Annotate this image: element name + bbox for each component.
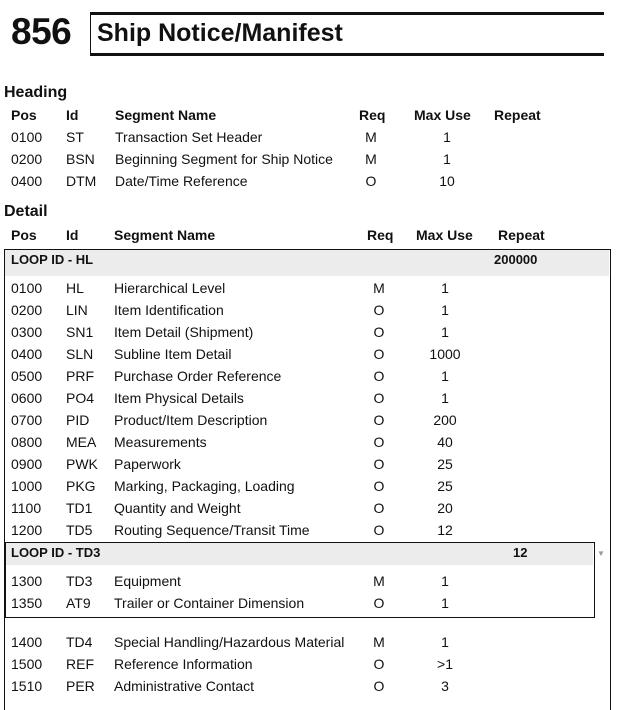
segment-name: Item Identification (114, 302, 224, 318)
segment-req: O (373, 678, 385, 694)
segment-name: Product/Item Description (114, 412, 268, 428)
title-rule-left (90, 12, 91, 56)
loop-td3-repeat: 12 (513, 545, 528, 560)
segment-req: O (373, 412, 385, 428)
segment-id: HL (66, 280, 84, 296)
segment-name: Item Physical Details (114, 390, 244, 406)
segment-req: M (365, 151, 377, 167)
col-id: Id (66, 227, 79, 243)
segment-max-use: 3 (441, 678, 449, 694)
segment-max-use: 25 (437, 456, 453, 472)
segment-name: Item Detail (Shipment) (114, 324, 254, 340)
segment-pos: 1500 (11, 656, 43, 672)
segment-id: REF (66, 656, 94, 672)
col-pos: Pos (11, 227, 37, 243)
segment-pos: 0400 (11, 173, 43, 189)
segment-id: PWK (66, 456, 98, 472)
segment-name: Date/Time Reference (115, 173, 248, 189)
segment-name: Equipment (114, 573, 181, 589)
segment-name: Special Handling/Hazardous Material (114, 634, 345, 650)
segment-id: TD3 (66, 573, 93, 589)
segment-req: O (365, 173, 377, 189)
col-req: Req (367, 227, 394, 243)
collapse-caret-icon: ▼ (597, 549, 605, 558)
segment-pos: 1100 (11, 500, 42, 516)
segment-req: M (373, 280, 385, 296)
segment-name: Quantity and Weight (114, 500, 241, 516)
document-title: Ship Notice/Manifest (97, 19, 343, 47)
segment-id: AT9 (66, 595, 91, 611)
segment-name: Purchase Order Reference (114, 368, 282, 384)
segment-name: Hierarchical Level (114, 280, 226, 296)
segment-req: O (373, 456, 385, 472)
segment-pos: 0200 (11, 302, 43, 318)
segment-max-use: 1 (441, 595, 449, 611)
detail-section-label: Detail (4, 203, 48, 220)
segment-id: SLN (66, 346, 94, 362)
segment-id: PER (66, 678, 95, 694)
document-number: 856 (11, 11, 72, 52)
col-repeat: Repeat (498, 227, 545, 243)
segment-pos: 0400 (11, 346, 43, 362)
segment-pos: 0900 (11, 456, 43, 472)
segment-req: O (373, 522, 385, 538)
segment-id: PID (66, 412, 90, 428)
segment-id: PKG (66, 478, 96, 494)
segment-req: O (373, 500, 385, 516)
segment-max-use: 1 (441, 390, 449, 406)
segment-req: O (373, 434, 385, 450)
segment-pos: 0500 (11, 368, 43, 384)
segment-pos: 0600 (11, 390, 43, 406)
segment-max-use: 10 (439, 173, 455, 189)
segment-id: PO4 (66, 390, 95, 406)
segment-req: O (373, 595, 385, 611)
loop-hl-repeat: 200000 (494, 252, 538, 267)
col-max-use: Max Use (414, 107, 471, 123)
segment-name: Routing Sequence/Transit Time (114, 522, 310, 538)
segment-id: PRF (66, 368, 94, 384)
segment-req: O (373, 302, 385, 318)
segment-max-use: 1 (443, 151, 451, 167)
segment-pos: 0200 (11, 151, 43, 167)
segment-max-use: 1 (443, 129, 451, 145)
col-segment-name: Segment Name (114, 227, 216, 243)
segment-max-use: 1 (441, 324, 449, 340)
segment-req: M (373, 634, 385, 650)
title-rule-bottom (90, 53, 604, 56)
segment-max-use: 200 (433, 412, 457, 428)
segment-name: Subline Item Detail (114, 346, 232, 362)
segment-id: ST (66, 129, 84, 145)
segment-max-use: 1 (441, 368, 449, 384)
segment-pos: 0800 (11, 434, 43, 450)
segment-name: Transaction Set Header (115, 129, 263, 145)
segment-req: O (373, 346, 385, 362)
segment-max-use: 1 (441, 634, 449, 650)
col-max-use: Max Use (416, 227, 473, 243)
col-repeat: Repeat (494, 107, 541, 123)
segment-req: O (373, 656, 385, 672)
segment-pos: 0700 (11, 412, 43, 428)
segment-req: O (373, 478, 385, 494)
segment-name: Marking, Packaging, Loading (114, 478, 295, 494)
segment-pos: 0100 (11, 129, 43, 145)
segment-id: TD4 (66, 634, 93, 650)
segment-name: Paperwork (114, 456, 181, 472)
segment-max-use: 40 (437, 434, 453, 450)
loop-td3-label: LOOP ID - TD3 (11, 545, 101, 560)
segment-name: Measurements (114, 434, 207, 450)
segment-id: BSN (66, 151, 95, 167)
col-segment-name: Segment Name (115, 107, 217, 123)
segment-max-use: 1 (441, 302, 449, 318)
heading-section-label: Heading (4, 84, 68, 101)
col-req: Req (359, 107, 386, 123)
segment-max-use: >1 (437, 656, 453, 672)
segment-id: TD1 (66, 500, 93, 516)
col-id: Id (66, 107, 79, 123)
segment-pos: 0300 (11, 324, 43, 340)
segment-req: O (373, 390, 385, 406)
segment-name: Administrative Contact (114, 678, 255, 694)
segment-id: SN1 (66, 324, 94, 340)
segment-max-use: 12 (437, 522, 453, 538)
segment-id: DTM (66, 173, 97, 189)
segment-max-use: 1000 (429, 346, 461, 362)
segment-pos: 1510 (11, 678, 43, 694)
segment-req: M (373, 573, 385, 589)
segment-max-use: 25 (437, 478, 453, 494)
segment-pos: 1200 (11, 522, 43, 538)
segment-pos: 1300 (11, 573, 43, 589)
segment-max-use: 1 (441, 280, 449, 296)
segment-pos: 1000 (11, 478, 43, 494)
col-pos: Pos (11, 107, 37, 123)
segment-name: Reference Information (114, 656, 253, 672)
segment-req: O (373, 324, 385, 340)
segment-id: LIN (66, 302, 88, 318)
segment-max-use: 1 (441, 573, 449, 589)
segment-pos: 1350 (11, 595, 43, 611)
segment-name: Trailer or Container Dimension (114, 595, 305, 611)
segment-id: TD5 (66, 522, 93, 538)
title-rule-top (90, 12, 604, 15)
loop-hl-label: LOOP ID - HL (11, 252, 94, 267)
segment-req: O (373, 368, 385, 384)
segment-max-use: 20 (437, 500, 453, 516)
segment-pos: 1400 (11, 634, 43, 650)
segment-pos: 0100 (11, 280, 43, 296)
segment-id: MEA (66, 434, 97, 450)
segment-req: M (365, 129, 377, 145)
segment-name: Beginning Segment for Ship Notice (115, 151, 333, 167)
